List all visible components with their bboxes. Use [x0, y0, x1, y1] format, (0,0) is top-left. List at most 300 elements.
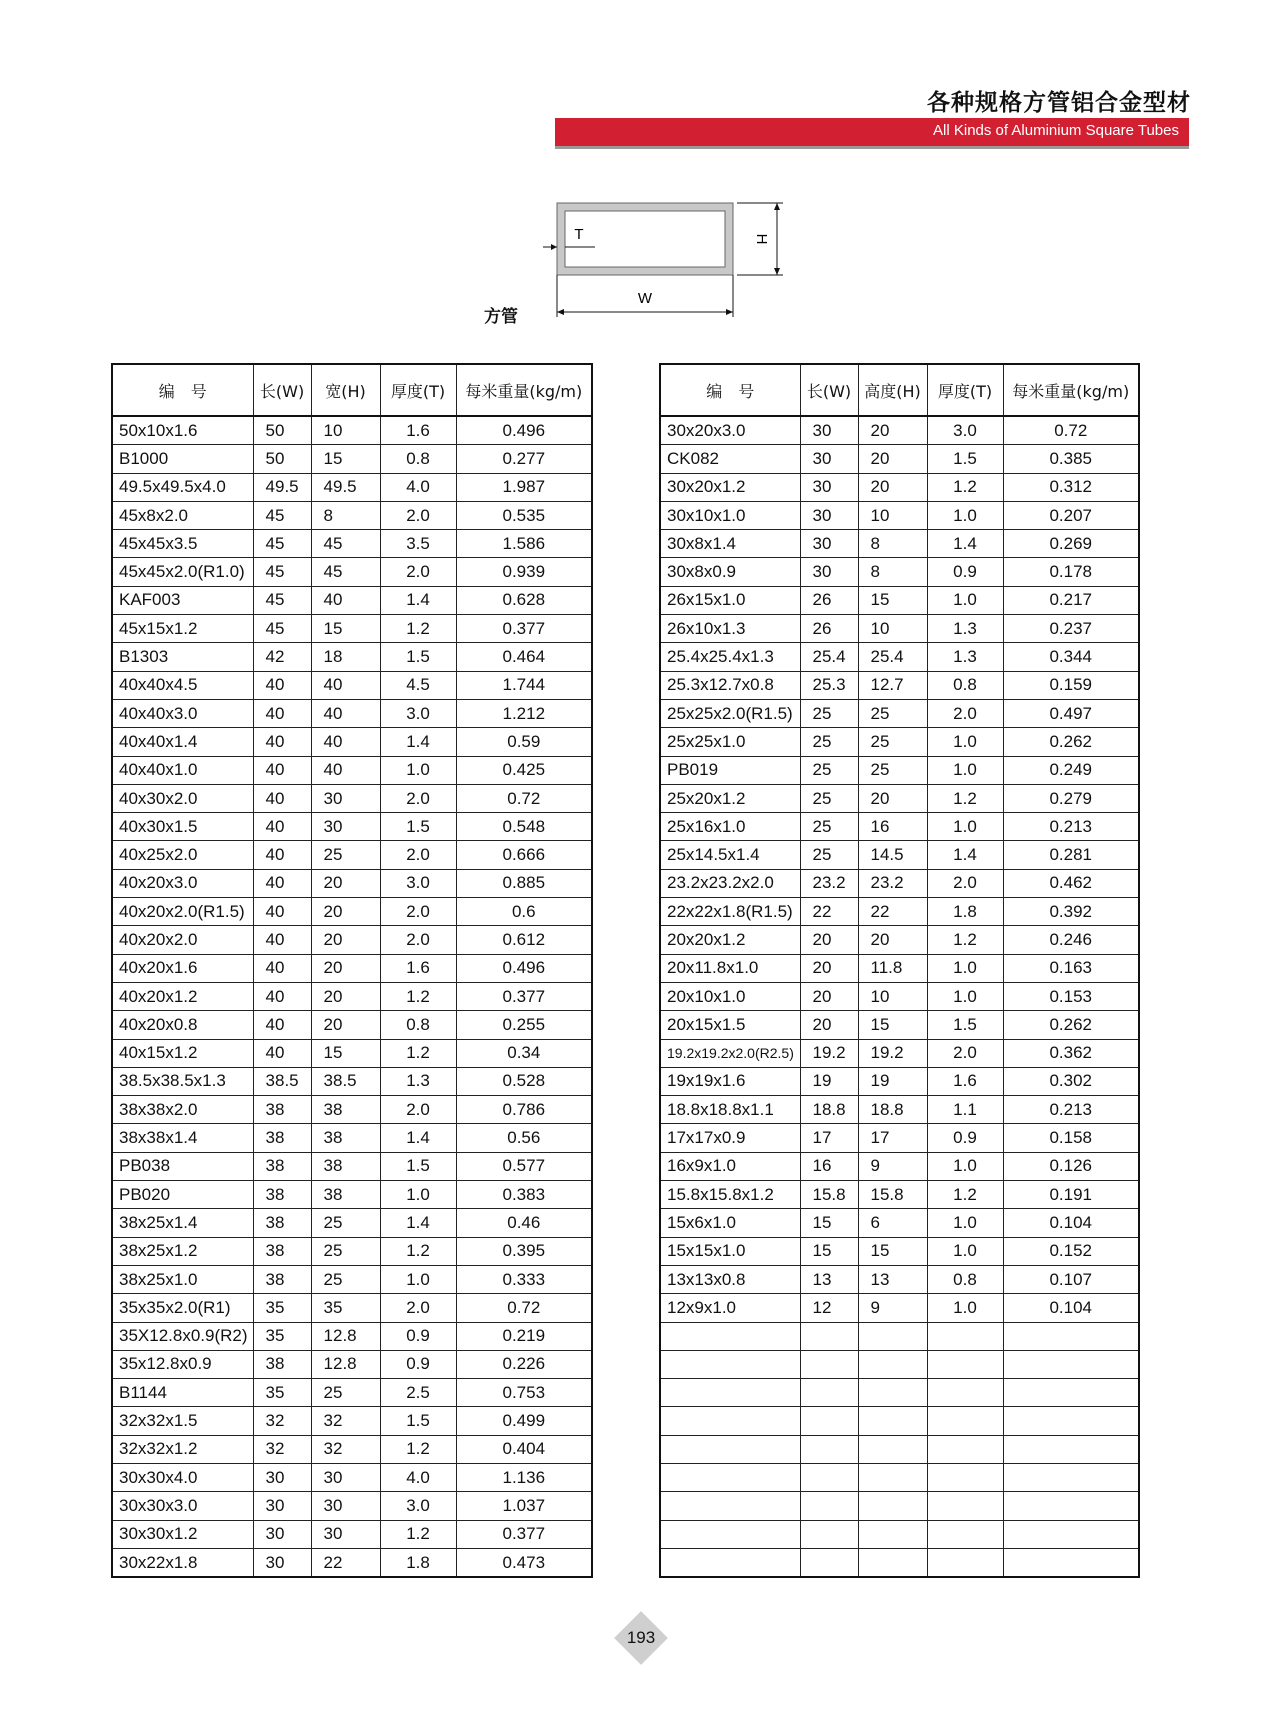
table-row: [112, 1407, 592, 1435]
cell-weight: 0.226: [456, 1350, 592, 1378]
cell-code: 45x45x2.0(R1.0): [112, 558, 253, 586]
cell-thickness: 1.2: [380, 1435, 456, 1463]
cell-length: 25: [800, 784, 858, 812]
cell-length: 45: [253, 586, 311, 614]
cell-code: 30x8x0.9: [660, 558, 800, 586]
table-row: [112, 1520, 592, 1548]
cell-code: 25x25x1.0: [660, 728, 800, 756]
cell-width: 40: [311, 756, 380, 784]
table-row: [660, 1265, 1139, 1293]
table-row: [112, 1294, 592, 1322]
cell-width: 30: [311, 1463, 380, 1491]
cell-weight: 1.744: [456, 671, 592, 699]
cell-thickness: 2.0: [380, 1294, 456, 1322]
cell-weight: 0.497: [1003, 699, 1139, 727]
cell-code: 25x20x1.2: [660, 784, 800, 812]
cell-width: 38: [311, 1152, 380, 1180]
cell-code: 40x40x1.0: [112, 756, 253, 784]
cell-thickness: 1.3: [380, 1067, 456, 1095]
cell-width: 12.7: [858, 671, 927, 699]
cell-weight: 0.158: [1003, 1124, 1139, 1152]
cell-width: 11.8: [858, 954, 927, 982]
cell-code: 40x20x1.2: [112, 982, 253, 1010]
table-row: [660, 501, 1139, 529]
cell-width: 22: [858, 898, 927, 926]
cell-weight: 0.255: [456, 1011, 592, 1039]
cell-weight: [1003, 1350, 1139, 1378]
table-row: [112, 558, 592, 586]
cell-length: [800, 1407, 858, 1435]
cell-length: 18.8: [800, 1096, 858, 1124]
cell-width: 25: [311, 1379, 380, 1407]
cell-thickness: 2.0: [380, 926, 456, 954]
cell-width: 22: [311, 1548, 380, 1577]
cell-weight: 0.59: [456, 728, 592, 756]
h-arrow-bottom: [774, 268, 780, 275]
cell-width: 23.2: [858, 869, 927, 897]
cell-length: 40: [253, 1039, 311, 1067]
cell-code: 50x10x1.6: [112, 416, 253, 445]
cell-weight: 0.377: [456, 615, 592, 643]
cell-width: 40: [311, 699, 380, 727]
cell-thickness: 1.5: [927, 445, 1003, 473]
cell-length: 25.4: [800, 643, 858, 671]
cell-width: [858, 1520, 927, 1548]
table-row: [112, 756, 592, 784]
cell-weight: 0.237: [1003, 615, 1139, 643]
cell-weight: 0.46: [456, 1209, 592, 1237]
cell-width: 18.8: [858, 1096, 927, 1124]
cell-length: 40: [253, 756, 311, 784]
table-row: [112, 954, 592, 982]
cell-thickness: 1.0: [380, 756, 456, 784]
cell-code: 30x20x1.2: [660, 473, 800, 501]
cell-length: 49.5: [253, 473, 311, 501]
table-row: [660, 1322, 1139, 1350]
cell-width: 30: [311, 1492, 380, 1520]
cell-width: 12.8: [311, 1350, 380, 1378]
cell-length: 40: [253, 898, 311, 926]
cell-width: 25: [311, 1237, 380, 1265]
table-row: [112, 1011, 592, 1039]
cell-code: 40x30x1.5: [112, 813, 253, 841]
cell-thickness: 0.8: [380, 445, 456, 473]
cell-weight: 0.377: [456, 1520, 592, 1548]
cell-width: 20: [311, 869, 380, 897]
cell-width: 15: [858, 1011, 927, 1039]
cell-weight: 0.333: [456, 1265, 592, 1293]
cell-weight: 1.136: [456, 1463, 592, 1491]
cell-thickness: 1.0: [927, 1152, 1003, 1180]
cell-width: 14.5: [858, 841, 927, 869]
cell-width: 6: [858, 1209, 927, 1237]
cell-weight: 0.385: [1003, 445, 1139, 473]
cell-weight: [1003, 1407, 1139, 1435]
cell-width: 40: [311, 728, 380, 756]
table-row: [660, 1209, 1139, 1237]
cell-thickness: 1.2: [927, 473, 1003, 501]
cell-weight: 0.262: [1003, 1011, 1139, 1039]
table-row: [660, 1039, 1139, 1067]
cell-code: [660, 1463, 800, 1491]
thickness-arrowhead: [551, 244, 557, 250]
tube-inner-cavity: [565, 211, 725, 267]
cell-width: 38.5: [311, 1067, 380, 1095]
cell-code: 35X12.8x0.9(R2): [112, 1322, 253, 1350]
cell-width: 8: [858, 558, 927, 586]
w-label: W: [637, 290, 653, 307]
cell-width: [858, 1322, 927, 1350]
table-row: [660, 445, 1139, 473]
cell-width: 8: [858, 530, 927, 558]
table-row: [112, 1463, 592, 1491]
cell-thickness: 1.8: [927, 898, 1003, 926]
cell-width: 20: [311, 898, 380, 926]
cell-width: 30: [311, 1520, 380, 1548]
table-row: [112, 1039, 592, 1067]
cell-weight: 0.72: [1003, 416, 1139, 445]
table-row: [660, 671, 1139, 699]
cell-length: 40: [253, 982, 311, 1010]
cell-code: 26x15x1.0: [660, 586, 800, 614]
cell-thickness: 2.0: [380, 784, 456, 812]
cell-thickness: 1.0: [927, 728, 1003, 756]
cell-width: 38: [311, 1181, 380, 1209]
cell-width: 10: [858, 501, 927, 529]
cell-weight: 0.473: [456, 1548, 592, 1577]
cell-weight: 0.362: [1003, 1039, 1139, 1067]
cell-code: 23.2x23.2x2.0: [660, 869, 800, 897]
cell-width: 25: [311, 1209, 380, 1237]
cell-code: 49.5x49.5x4.0: [112, 473, 253, 501]
cell-length: 38: [253, 1209, 311, 1237]
header-code: 编 号: [660, 364, 800, 416]
cell-weight: 0.152: [1003, 1237, 1139, 1265]
cell-width: 35: [311, 1294, 380, 1322]
cell-weight: 0.217: [1003, 586, 1139, 614]
cell-length: 30: [800, 416, 858, 445]
cell-weight: [1003, 1520, 1139, 1548]
table-row: [112, 1067, 592, 1095]
cell-weight: 0.548: [456, 813, 592, 841]
cell-length: 45: [253, 501, 311, 529]
page-number: 193: [626, 1628, 656, 1647]
cell-width: 20: [858, 784, 927, 812]
table-row: [660, 1520, 1139, 1548]
cell-thickness: [927, 1379, 1003, 1407]
cell-thickness: 1.4: [927, 841, 1003, 869]
cell-code: 40x30x2.0: [112, 784, 253, 812]
cell-weight: 0.262: [1003, 728, 1139, 756]
cell-length: 45: [253, 558, 311, 586]
cell-code: PB019: [660, 756, 800, 784]
cell-thickness: 1.0: [927, 982, 1003, 1010]
cell-code: 26x10x1.3: [660, 615, 800, 643]
cell-length: 30: [800, 558, 858, 586]
cell-thickness: 1.5: [380, 643, 456, 671]
cell-code: [660, 1322, 800, 1350]
cell-code: 30x8x1.4: [660, 530, 800, 558]
cell-code: 20x15x1.5: [660, 1011, 800, 1039]
table-row: [112, 813, 592, 841]
cell-thickness: 1.4: [380, 728, 456, 756]
cell-thickness: 0.8: [927, 1265, 1003, 1293]
cell-weight: 0.939: [456, 558, 592, 586]
cell-weight: 0.269: [1003, 530, 1139, 558]
table-row: [112, 586, 592, 614]
cell-code: 40x20x2.0: [112, 926, 253, 954]
cell-width: 15: [311, 445, 380, 473]
cell-length: 15: [800, 1237, 858, 1265]
cell-width: [858, 1435, 927, 1463]
cell-code: [660, 1435, 800, 1463]
cell-code: 18.8x18.8x1.1: [660, 1096, 800, 1124]
table-row: [660, 1096, 1139, 1124]
cell-length: 38: [253, 1237, 311, 1265]
cell-code: 12x9x1.0: [660, 1294, 800, 1322]
table-row: [660, 813, 1139, 841]
cell-width: 19: [858, 1067, 927, 1095]
cell-weight: [1003, 1379, 1139, 1407]
cell-thickness: 0.8: [927, 671, 1003, 699]
cell-thickness: 1.5: [380, 1407, 456, 1435]
page-title-cn: 各种规格方管铝合金型材: [927, 90, 1191, 116]
cell-width: 20: [858, 926, 927, 954]
cell-width: 25: [311, 1265, 380, 1293]
cell-length: 19: [800, 1067, 858, 1095]
cell-thickness: 1.3: [927, 615, 1003, 643]
cell-thickness: 1.1: [927, 1096, 1003, 1124]
cell-thickness: 1.2: [380, 1039, 456, 1067]
cell-width: 10: [311, 416, 380, 445]
cell-thickness: 1.0: [927, 954, 1003, 982]
header-weight: 每米重量(kg/m): [1003, 364, 1139, 416]
cell-thickness: [927, 1435, 1003, 1463]
cell-width: 40: [311, 586, 380, 614]
table-row: [112, 445, 592, 473]
diagram-label: 方管: [484, 307, 518, 327]
cell-code: KAF003: [112, 586, 253, 614]
cell-code: 13x13x0.8: [660, 1265, 800, 1293]
cell-weight: 0.383: [456, 1181, 592, 1209]
cell-length: 25: [800, 699, 858, 727]
table-row: [660, 982, 1139, 1010]
cell-code: 38x25x1.2: [112, 1237, 253, 1265]
cell-code: [660, 1492, 800, 1520]
cell-length: 15: [800, 1209, 858, 1237]
cell-weight: 0.312: [1003, 473, 1139, 501]
cell-weight: 0.163: [1003, 954, 1139, 982]
cell-length: [800, 1379, 858, 1407]
cell-width: 17: [858, 1124, 927, 1152]
cell-thickness: 2.0: [380, 898, 456, 926]
table-row: [660, 1124, 1139, 1152]
cell-thickness: [927, 1322, 1003, 1350]
cell-length: 30: [800, 445, 858, 473]
cell-code: 20x10x1.0: [660, 982, 800, 1010]
table-row: [112, 643, 592, 671]
cell-thickness: 1.2: [380, 982, 456, 1010]
cell-width: [858, 1463, 927, 1491]
cell-code: 40x20x0.8: [112, 1011, 253, 1039]
cell-weight: 0.6: [456, 898, 592, 926]
cell-weight: 0.277: [456, 445, 592, 473]
table-row: [112, 501, 592, 529]
cell-weight: 0.666: [456, 841, 592, 869]
table-row: [660, 586, 1139, 614]
cell-thickness: 2.0: [927, 1039, 1003, 1067]
cell-thickness: 0.9: [927, 558, 1003, 586]
cell-length: 25: [800, 728, 858, 756]
cell-code: 20x20x1.2: [660, 926, 800, 954]
cell-thickness: 1.2: [380, 615, 456, 643]
cell-length: 40: [253, 954, 311, 982]
cell-thickness: 0.9: [927, 1124, 1003, 1152]
cell-weight: 0.499: [456, 1407, 592, 1435]
cell-length: 20: [800, 982, 858, 1010]
cell-code: 22x22x1.8(R1.5): [660, 898, 800, 926]
cell-length: 40: [253, 1011, 311, 1039]
table-row: [660, 558, 1139, 586]
cell-width: [858, 1350, 927, 1378]
cell-width: 32: [311, 1407, 380, 1435]
table-row: [660, 756, 1139, 784]
cell-weight: 0.344: [1003, 643, 1139, 671]
table-row: [112, 1265, 592, 1293]
cell-code: 30x20x3.0: [660, 416, 800, 445]
cell-thickness: 1.4: [380, 586, 456, 614]
cell-length: 40: [253, 728, 311, 756]
cell-weight: 1.586: [456, 530, 592, 558]
cell-length: 26: [800, 586, 858, 614]
h-arrow-top: [774, 203, 780, 210]
cell-thickness: 1.2: [380, 1237, 456, 1265]
cell-weight: 0.34: [456, 1039, 592, 1067]
cell-code: 30x22x1.8: [112, 1548, 253, 1577]
table-row: [660, 643, 1139, 671]
cell-weight: 0.302: [1003, 1067, 1139, 1095]
cell-code: 25x14.5x1.4: [660, 841, 800, 869]
cell-thickness: 3.0: [380, 699, 456, 727]
cell-length: [800, 1548, 858, 1577]
cell-width: 20: [311, 1011, 380, 1039]
cell-length: 35: [253, 1294, 311, 1322]
w-arrow-right: [726, 309, 733, 315]
table-row: [660, 926, 1139, 954]
cell-thickness: [927, 1463, 1003, 1491]
cell-weight: 0.496: [456, 416, 592, 445]
cell-weight: 0.528: [456, 1067, 592, 1095]
cell-code: 38.5x38.5x1.3: [112, 1067, 253, 1095]
cell-code: PB038: [112, 1152, 253, 1180]
cell-weight: 0.404: [456, 1435, 592, 1463]
table-row: [112, 1096, 592, 1124]
cell-thickness: 1.0: [927, 756, 1003, 784]
table-row: [660, 416, 1139, 445]
cell-weight: 0.425: [456, 756, 592, 784]
cell-width: 12.8: [311, 1322, 380, 1350]
cell-code: 40x25x2.0: [112, 841, 253, 869]
cell-length: 30: [800, 501, 858, 529]
cell-width: [858, 1548, 927, 1577]
cell-thickness: 1.6: [380, 954, 456, 982]
cell-weight: 0.178: [1003, 558, 1139, 586]
table-row: [660, 1407, 1139, 1435]
cell-length: 45: [253, 530, 311, 558]
table-row: [112, 982, 592, 1010]
cell-width: 15: [858, 586, 927, 614]
cell-width: 45: [311, 530, 380, 558]
header-thickness: 厚度(T): [380, 364, 456, 416]
table-row: [660, 1237, 1139, 1265]
cell-thickness: 2.0: [927, 699, 1003, 727]
cell-length: 30: [253, 1492, 311, 1520]
cell-thickness: 4.0: [380, 1463, 456, 1491]
header-weight: 每米重量(kg/m): [456, 364, 592, 416]
cell-code: 45x45x3.5: [112, 530, 253, 558]
table-row: [660, 1181, 1139, 1209]
cell-length: 50: [253, 445, 311, 473]
cell-code: 30x30x4.0: [112, 1463, 253, 1491]
cell-width: 20: [311, 926, 380, 954]
cell-thickness: 2.0: [380, 841, 456, 869]
cell-weight: 0.213: [1003, 1096, 1139, 1124]
right-spec-table: [659, 363, 1140, 1578]
table-row: [112, 1209, 592, 1237]
table-row: [112, 699, 592, 727]
cell-width: 38: [311, 1096, 380, 1124]
table-row: [112, 671, 592, 699]
title-banner: [555, 118, 1189, 146]
cell-length: [800, 1492, 858, 1520]
cell-width: 15: [311, 615, 380, 643]
cell-width: 8: [311, 501, 380, 529]
cell-weight: 0.279: [1003, 784, 1139, 812]
cell-code: CK082: [660, 445, 800, 473]
cell-length: 15.8: [800, 1181, 858, 1209]
cell-code: 35x35x2.0(R1): [112, 1294, 253, 1322]
cell-width: 15: [858, 1237, 927, 1265]
cell-width: [858, 1379, 927, 1407]
right-table-body: [660, 416, 1139, 1577]
cell-width: 15.8: [858, 1181, 927, 1209]
cell-thickness: 2.0: [380, 558, 456, 586]
cell-code: 32x32x1.5: [112, 1407, 253, 1435]
cell-width: 25: [858, 699, 927, 727]
left-spec-table: [111, 363, 593, 1578]
cell-weight: 0.612: [456, 926, 592, 954]
header-code: 编 号: [112, 364, 253, 416]
table-row: [660, 841, 1139, 869]
cell-width: 40: [311, 671, 380, 699]
table-row: [112, 1379, 592, 1407]
cell-weight: 0.249: [1003, 756, 1139, 784]
table-row: [112, 1152, 592, 1180]
cell-code: 25.3x12.7x0.8: [660, 671, 800, 699]
cell-thickness: 1.2: [927, 1181, 1003, 1209]
cell-weight: 0.213: [1003, 813, 1139, 841]
table-row: [112, 1181, 592, 1209]
cell-code: 25x25x2.0(R1.5): [660, 699, 800, 727]
cell-width: 30: [311, 784, 380, 812]
cell-width: 30: [311, 813, 380, 841]
cell-width: 20: [311, 982, 380, 1010]
cell-width: 9: [858, 1152, 927, 1180]
cell-code: [660, 1548, 800, 1577]
cell-width: 49.5: [311, 473, 380, 501]
cell-code: 40x40x1.4: [112, 728, 253, 756]
cell-length: 16: [800, 1152, 858, 1180]
